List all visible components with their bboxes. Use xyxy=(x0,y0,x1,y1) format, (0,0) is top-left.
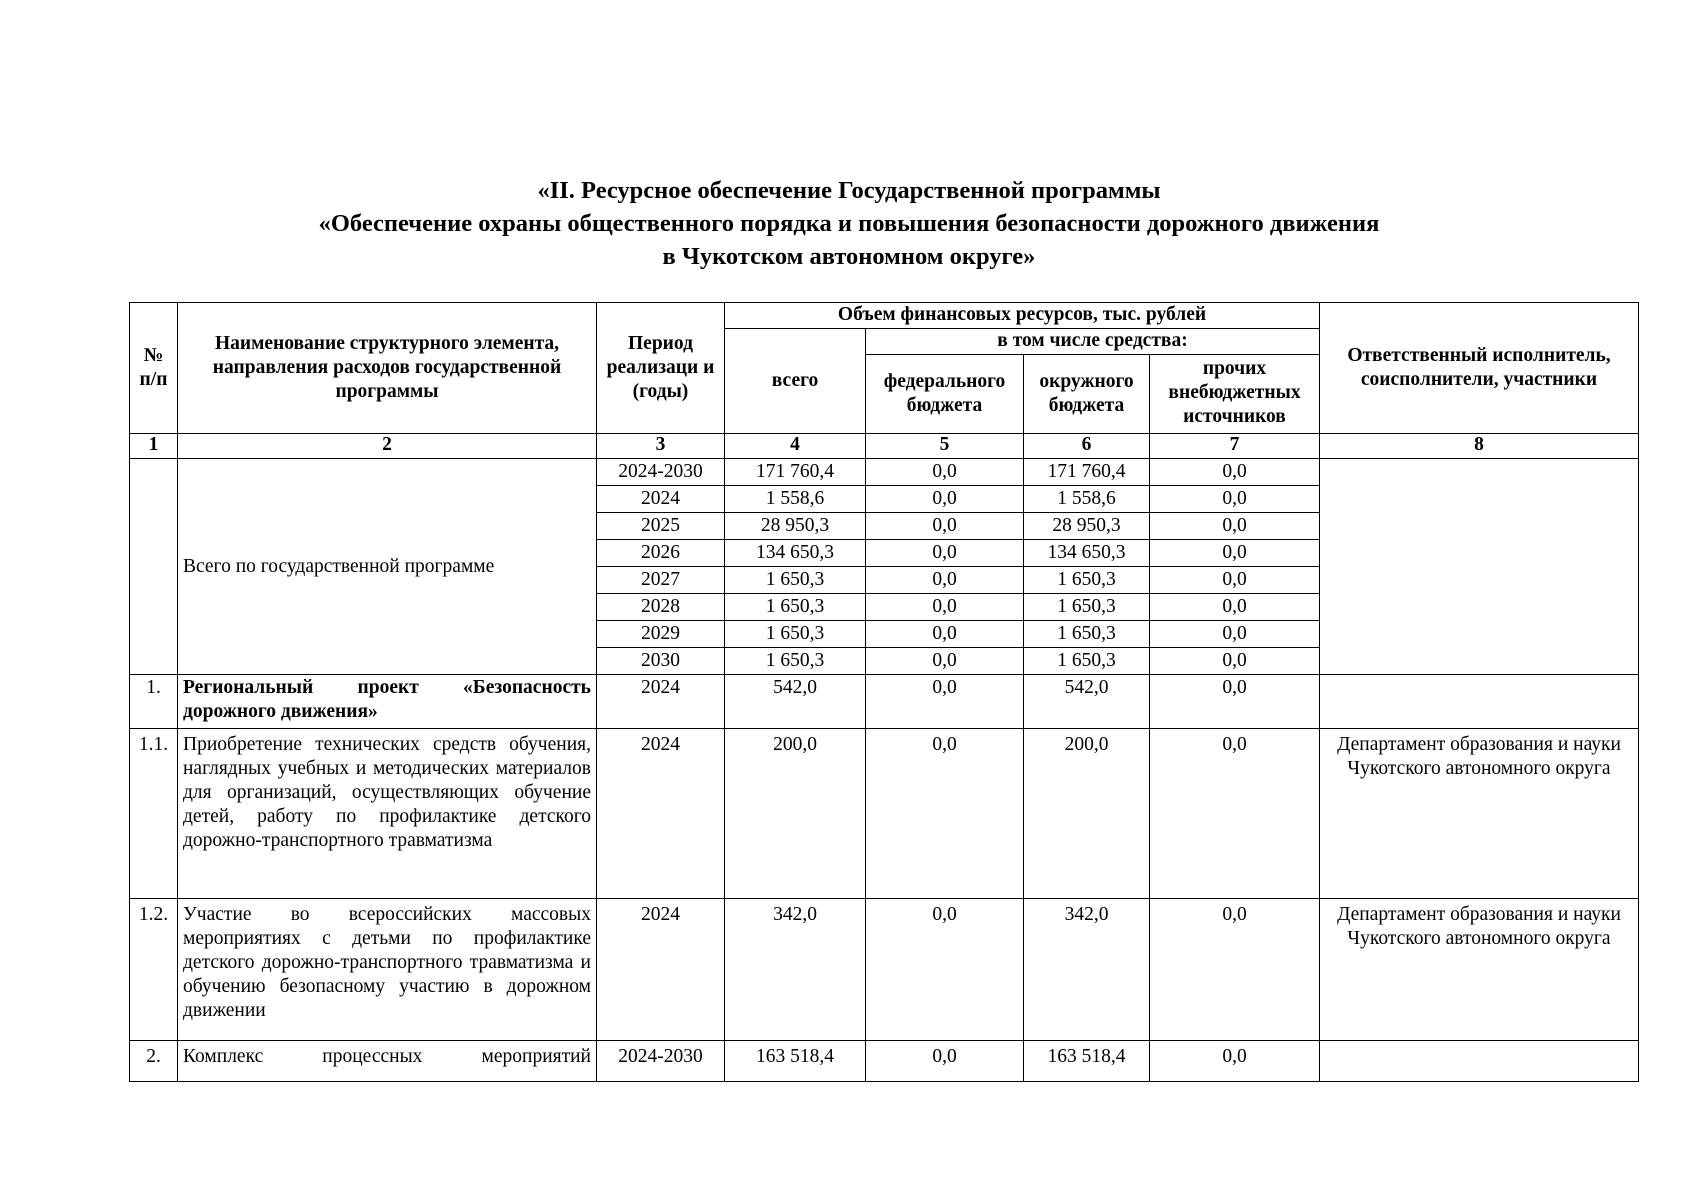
total-federal: 0,0 xyxy=(866,459,1024,486)
total-sum: 171 760,4 xyxy=(725,459,866,486)
total-sum: 1 650,3 xyxy=(725,594,866,621)
header-period: Период реализаци и (годы) xyxy=(597,303,725,434)
total-federal: 0,0 xyxy=(866,594,1024,621)
header-num: № п/п xyxy=(130,303,178,434)
item-num: 1.2. xyxy=(130,899,178,1041)
total-label: Всего по государственной программе xyxy=(178,459,597,675)
total-federal: 0,0 xyxy=(866,540,1024,567)
total-other: 0,0 xyxy=(1150,594,1320,621)
title-line-1: «II. Ресурсное обеспечение Государственной программы xyxy=(537,177,1161,204)
total-row xyxy=(130,459,1639,486)
total-period: 2025 xyxy=(597,513,725,540)
item-other: 0,0 xyxy=(1150,675,1320,729)
column-number: 1 xyxy=(130,434,178,459)
item-total: 342,0 xyxy=(725,899,866,1041)
header-including: в том числе средства: xyxy=(866,329,1320,355)
item-num: 1. xyxy=(130,675,178,729)
resource-table xyxy=(129,302,1639,1082)
title-line-2: «Обеспечение охраны общественного порядка и повышения безопасности дорожного движения xyxy=(318,210,1380,237)
item-name: Участие во всероссийских массовых мероприятиях с детьми по профилактике детского дорожно-транспортного травматизма и обучению безопасному участию в дорожном движении xyxy=(178,899,597,1041)
total-other: 0,0 xyxy=(1150,459,1320,486)
column-numbers-row xyxy=(130,434,1639,459)
total-federal: 0,0 xyxy=(866,567,1024,594)
header-federal: федерального бюджета xyxy=(866,355,1024,434)
column-number: 4 xyxy=(725,434,866,459)
table-row xyxy=(130,675,1639,729)
total-federal: 0,0 xyxy=(866,621,1024,648)
total-period: 2027 xyxy=(597,567,725,594)
item-federal: 0,0 xyxy=(866,729,1024,899)
item-district: 163 518,4 xyxy=(1024,1041,1150,1082)
total-district: 1 650,3 xyxy=(1024,567,1150,594)
total-period: 2024 xyxy=(597,486,725,513)
item-total: 163 518,4 xyxy=(725,1041,866,1082)
title-line-3: в Чукотском автономном округе» xyxy=(662,243,1036,270)
item-responsible xyxy=(1320,1041,1639,1082)
item-federal: 0,0 xyxy=(866,899,1024,1041)
column-number: 2 xyxy=(178,434,597,459)
item-responsible: Департамент образования и науки Чукотского автономного округа xyxy=(1320,899,1639,1041)
column-number: 8 xyxy=(1320,434,1639,459)
document-title xyxy=(0,174,1698,273)
total-responsible xyxy=(1320,459,1639,675)
item-num: 1.1. xyxy=(130,729,178,899)
total-district: 1 650,3 xyxy=(1024,648,1150,675)
header-other: прочих внебюджетных источников xyxy=(1150,355,1320,434)
total-sum: 1 650,3 xyxy=(725,648,866,675)
total-federal: 0,0 xyxy=(866,513,1024,540)
header-district: окружного бюджета xyxy=(1024,355,1150,434)
total-district: 1 650,3 xyxy=(1024,594,1150,621)
item-name: Региональный проект «Безопасность дорожного движения» xyxy=(178,675,597,729)
header-name: Наименование структурного элемента, направления расходов государственной программы xyxy=(178,303,597,434)
column-number: 3 xyxy=(597,434,725,459)
column-number: 6 xyxy=(1024,434,1150,459)
total-other: 0,0 xyxy=(1150,567,1320,594)
item-federal: 0,0 xyxy=(866,1041,1024,1082)
header-volume: Объем финансовых ресурсов, тыс. рублей xyxy=(725,303,1320,329)
item-responsible xyxy=(1320,675,1639,729)
item-total: 200,0 xyxy=(725,729,866,899)
total-other: 0,0 xyxy=(1150,486,1320,513)
item-other: 0,0 xyxy=(1150,729,1320,899)
header-responsible: Ответственный исполнитель, соисполнители, участники xyxy=(1320,303,1639,434)
item-other: 0,0 xyxy=(1150,1041,1320,1082)
total-sum: 1 650,3 xyxy=(725,621,866,648)
total-other: 0,0 xyxy=(1150,621,1320,648)
total-sum: 134 650,3 xyxy=(725,540,866,567)
item-name: Приобретение технических средств обучения, наглядных учебных и методических материалов для организаций, осуществляющих обучение детей, работу по профилактике детского дорожно-транспортного травматизма xyxy=(178,729,597,899)
total-other: 0,0 xyxy=(1150,648,1320,675)
total-district: 28 950,3 xyxy=(1024,513,1150,540)
item-name: Комплекс процессных мероприятий xyxy=(178,1041,597,1082)
table-row xyxy=(130,899,1639,1041)
total-district: 171 760,4 xyxy=(1024,459,1150,486)
total-period: 2030 xyxy=(597,648,725,675)
item-district: 542,0 xyxy=(1024,675,1150,729)
total-district: 1 650,3 xyxy=(1024,621,1150,648)
total-federal: 0,0 xyxy=(866,486,1024,513)
item-total: 542,0 xyxy=(725,675,866,729)
column-number: 7 xyxy=(1150,434,1320,459)
item-district: 342,0 xyxy=(1024,899,1150,1041)
total-period: 2024-2030 xyxy=(597,459,725,486)
total-district: 134 650,3 xyxy=(1024,540,1150,567)
total-period: 2029 xyxy=(597,621,725,648)
item-district: 200,0 xyxy=(1024,729,1150,899)
total-district: 1 558,6 xyxy=(1024,486,1150,513)
item-other: 0,0 xyxy=(1150,899,1320,1041)
total-sum: 28 950,3 xyxy=(725,513,866,540)
table-row xyxy=(130,729,1639,899)
item-federal: 0,0 xyxy=(866,675,1024,729)
total-num xyxy=(130,459,178,675)
column-number: 5 xyxy=(866,434,1024,459)
total-other: 0,0 xyxy=(1150,540,1320,567)
total-sum: 1 558,6 xyxy=(725,486,866,513)
item-period: 2024-2030 xyxy=(597,1041,725,1082)
total-other: 0,0 xyxy=(1150,513,1320,540)
item-period: 2024 xyxy=(597,729,725,899)
item-responsible: Департамент образования и науки Чукотского автономного округа xyxy=(1320,729,1639,899)
total-period: 2028 xyxy=(597,594,725,621)
total-sum: 1 650,3 xyxy=(725,567,866,594)
item-num: 2. xyxy=(130,1041,178,1082)
total-period: 2026 xyxy=(597,540,725,567)
header-total: всего xyxy=(725,329,866,434)
item-period: 2024 xyxy=(597,899,725,1041)
item-period: 2024 xyxy=(597,675,725,729)
table-row xyxy=(130,1041,1639,1082)
total-federal: 0,0 xyxy=(866,648,1024,675)
